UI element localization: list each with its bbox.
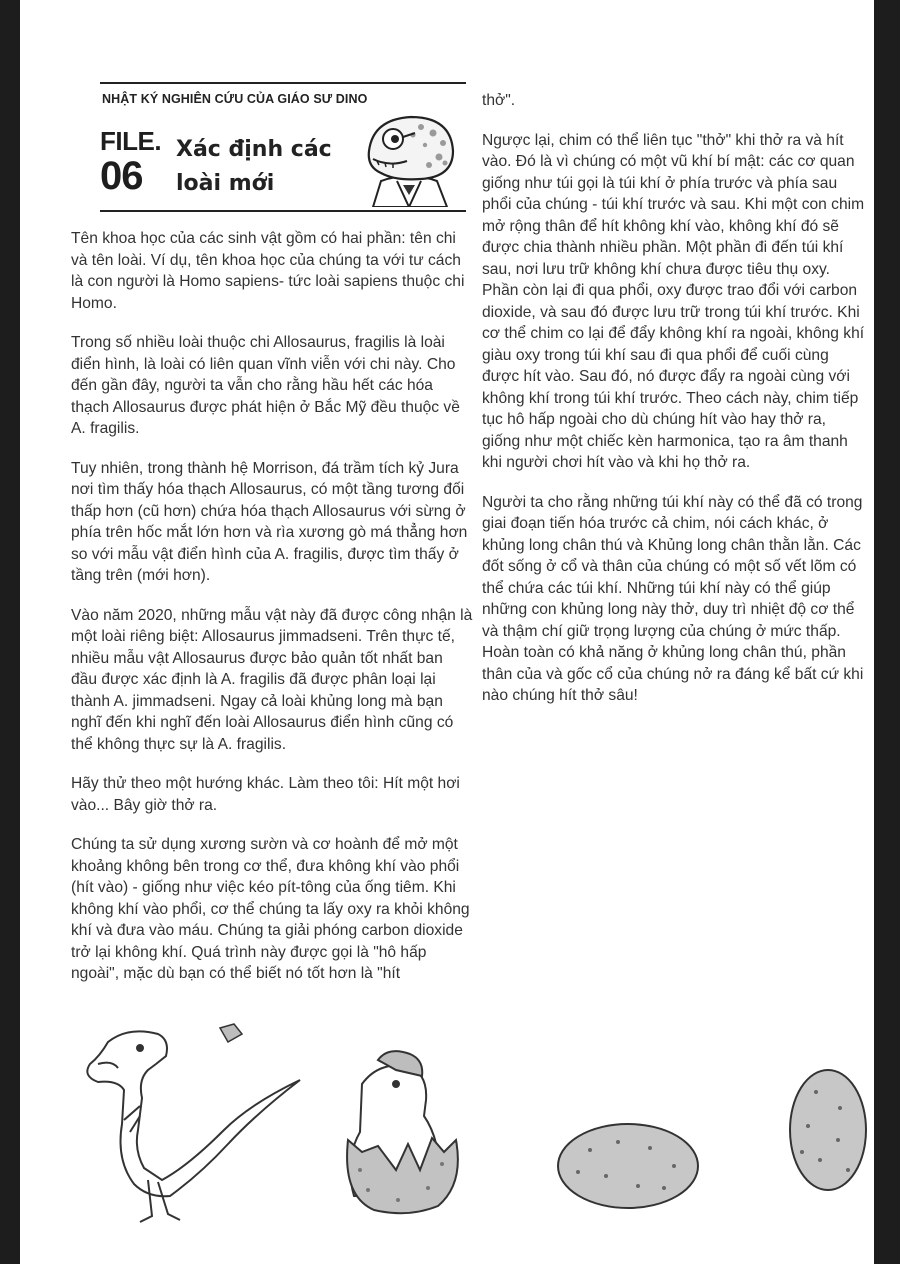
file-title: Xác định các loài mới — [176, 137, 332, 196]
right-column — [482, 90, 866, 707]
hatching-dinosaur-icon — [347, 1051, 458, 1213]
paragraph: Tên khoa học của các sinh vật gồm có hai phần: tên chi và tên loài. Ví dụ, tên khoa học của chúng ta với tư cách là con người là Homo sapiens- tức loài sapiens thuộc chi Homo. — [71, 230, 465, 312]
paragraph: Người ta cho rằng những túi khí này có thể đã có trong giai đoạn tiến hóa trước cả chim, nói cách khác, ở khủng long chân thú và Khủng long chân thằn lằn. Các đốt sống ở cổ và thân của chúng có một số vết lõm có thể chứa các túi khí. Những túi khí này có thể giúp những con khủng long này thở, duy trì nhiệt độ cơ thể và thậm chí giữ trọng lượng của chúng ở mức thấp. Hoàn toàn có khả năng ở khủng long chân thú, phần thân của và gốc cổ của chúng nở ra đáng kể bất cứ khi nào chúng hít thở sâu! — [482, 493, 864, 704]
paragraph: Hãy thử theo một hướng khác. Làm theo tôi: Hít một hơi vào... Bây giờ thở ra. — [71, 775, 460, 814]
page — [20, 0, 874, 1264]
egg-upright-icon — [790, 1070, 866, 1190]
header-bottom-rule — [100, 210, 466, 212]
left-column — [71, 228, 473, 985]
young-dinosaur-icon — [87, 1031, 300, 1222]
paragraph: Chúng ta sử dụng xương sườn và cơ hoành để mở một khoảng không bên trong cơ thể, đưa không khí vào phổi (hít vào) - giống như việc kéo pít-tông của ống tiêm. Khi không khí vào phổi, cơ thể chúng ta lấy oxy ra khỏi không khí và đưa vào máu. Chúng ta giải phóng carbon dioxide trở lại không khí. Quá trình này được gọi là "hô hấp ngoài", mặc dù bạn có thể biết nó tốt hơn là "hít — [71, 836, 470, 982]
diary-title: NHẬT KÝ NGHIÊN CỨU CỦA GIÁO SƯ DINO — [102, 92, 368, 106]
paragraph: Tuy nhiên, trong thành hệ Morrison, đá trầm tích kỷ Jura nơi tìm thấy hóa thạch Allosaurus, có một tầng tương đối thấp hơn (cũ hơn) chứa hóa thạch Allosaurus với sừng ở phía trên hốc mắt lớn hơn và rìa xương gò má thẳng hơn so với mẫu vật điển hình của A. fragilis, được tìm thấy ở tầng trên (mới hơn). — [71, 459, 468, 584]
file-label: FILE. — [100, 126, 162, 156]
egg-horizontal-icon — [558, 1124, 698, 1208]
paragraph: Vào năm 2020, những mẫu vật này đã được công nhận là một loài riêng biệt: Allosaurus jimmadseni. Trên thực tế, nhiều mẫu vật Allosaurus được bảo quản tốt nhất ban đầu được xác định là A. fragilis đã được phân loại lại thành A. jimmadseni. Ngay cả loài khủng long mà bạn nghĩ đến khi nghĩ đến loài Allosaurus điển hình cũng có thể không thực sự là A. fragilis. — [71, 606, 473, 753]
professor-dino-mascot-icon — [355, 111, 463, 207]
paragraph-continuation: thở". — [482, 92, 516, 109]
paragraph: Ngược lại, chim có thể liên tục "thở" khi thở ra và hít vào. Đó là vì chúng có một vũ khí bí mật: các cơ quan giống như túi gọi là túi khí ở phía trước và phía sau phổi của chúng - túi khí trước và sau. Khi một con chim mở rộng thân để hít không khí vào, không khí đó sẽ được chia thành nhiều phần. Một phần đi đến túi khí sau, nơi lưu trữ không khí chưa được tiêu thụ oxy. Phần còn lại đi qua phổi, oxy được trao đổi với carbon dioxide, và sau đó được lưu trữ trong túi khí trước. Khi cơ thể chim co lại để đẩy không khí ra ngoài, không khí giàu oxy trong túi khí sau đi qua phổi để cuối cùng được hít vào. Sau đó, nó được đẩy ra ngoài cùng với không khí trong túi khí trước. Theo cách này, chim tiếp tục hô hấp ngoài cho dù chúng hít vào hay thở ra, giống như một chiếc kèn harmonica, tạo ra âm thanh khi người chơi hít vào và khi họ thở ra. — [482, 131, 865, 471]
paragraph: Trong số nhiều loài thuộc chi Allosaurus, fragilis là loài điển hình, là loài có liên quan vĩnh viễn với chi này. Cho đến gần đây, người ta vẫn cho rằng hầu hết các hóa thạch Allosaurus được phát hiện ở Bắc Mỹ đều thuộc về A. fragilis. — [71, 334, 460, 437]
dinosaur-hatching-illustration — [78, 1020, 868, 1230]
file-number: 06 — [100, 154, 143, 198]
header-top-rule — [100, 82, 466, 84]
